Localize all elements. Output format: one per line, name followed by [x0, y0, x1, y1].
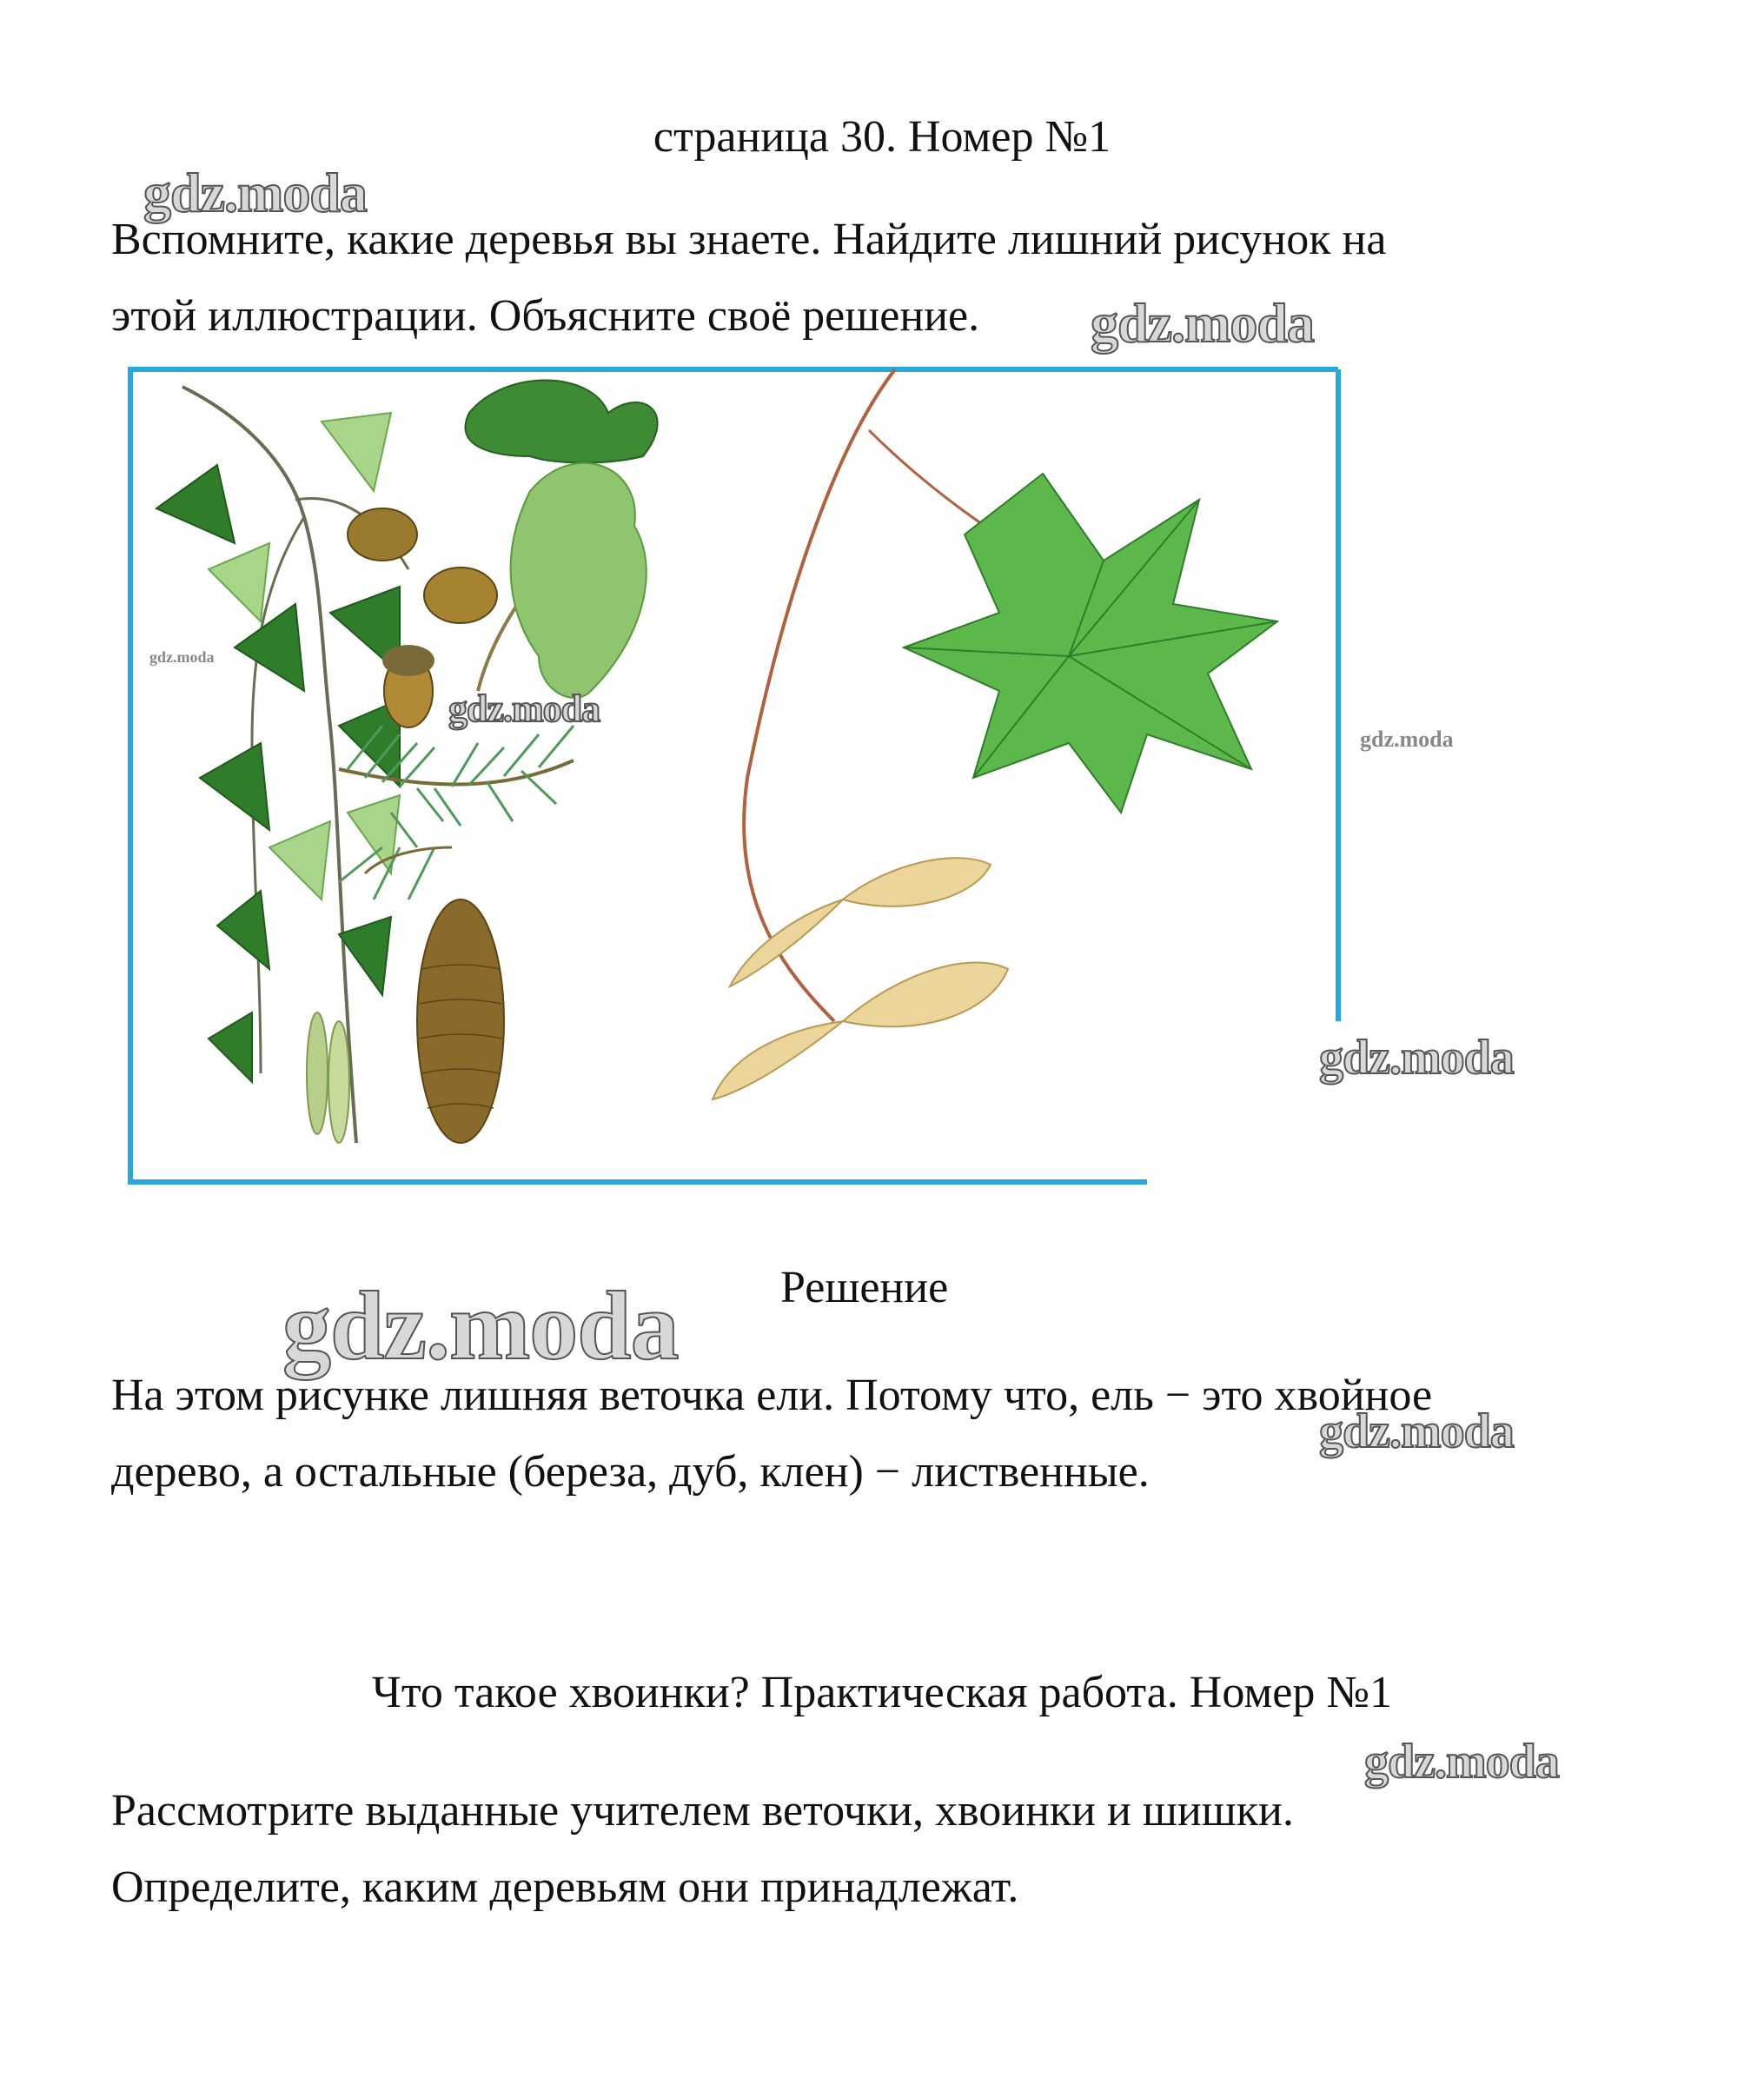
oak-branch-icon — [348, 381, 658, 728]
watermark-logo: gdz.moda — [1091, 292, 1314, 354]
watermark-logo: gdz.moda — [1319, 1031, 1514, 1085]
maple-branch-icon — [713, 369, 1277, 1099]
trees-illustration — [122, 361, 1373, 1195]
watermark-logo: gdz.moda — [143, 162, 367, 223]
task1-line1: Вспомните, какие деревья вы знаете. Найдите лишний рисунок на — [111, 215, 1387, 264]
watermark-logo: gdz.moda — [282, 1272, 679, 1380]
watermark-logo: gdz.moda — [448, 687, 600, 730]
section2-title: Что такое хвоинки? Практическая работа. Номер №1 — [372, 1668, 1392, 1717]
solution-line2: дерево, а остальные (береза, дуб, клен) − лиственные. — [111, 1447, 1150, 1497]
task1-line2: этой иллюстрации. Объясните своё решение. — [111, 291, 980, 341]
solution-line1: На этом рисунке лишняя веточка ели. Потому что, ель − это хвойное — [111, 1371, 1433, 1420]
task2-line2: Определите, каким деревьям они принадлежат. — [111, 1862, 1019, 1912]
watermark-logo: gdz.moda — [1360, 727, 1454, 752]
task2-line1: Рассмотрите выданные учителем веточки, хвоинки и шишки. — [111, 1786, 1294, 1836]
page-title: страница 30. Номер №1 — [653, 112, 1111, 162]
birch-branch-icon — [156, 387, 408, 1143]
task2-text — [111, 1773, 1658, 1926]
watermark-logo: gdz.moda — [1364, 1735, 1559, 1789]
solution-heading: Решение — [780, 1263, 949, 1312]
watermark-logo: gdz.moda — [149, 648, 215, 666]
watermark-logo: gdz.moda — [1319, 1404, 1514, 1458]
